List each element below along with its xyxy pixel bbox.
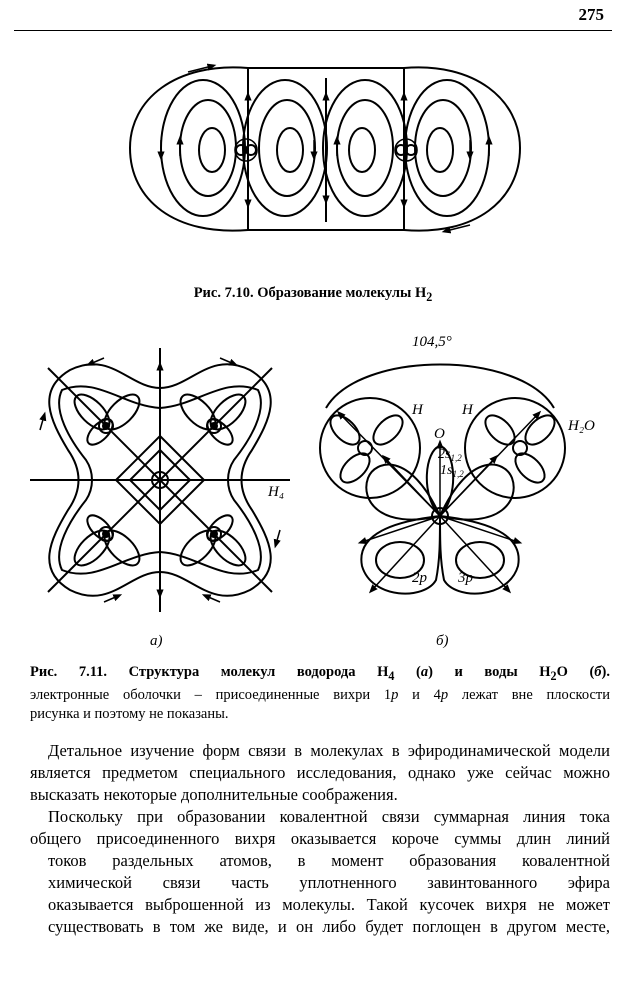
angle-label: 104,5° [412,334,452,350]
label-2s: $2s_{1,2}$ [438,447,462,463]
figure-7-11-caption-note-end: рисунка и поэтому не показаны. [30,705,229,722]
figure-7-11-caption-note: электронные оболочки – присоединенные вихри 1р и 4р лежат вне плоскости [30,686,610,703]
label-h-left: H [412,402,423,418]
figure-7-10-diagram [0,0,626,280]
figure-7-10-caption: Рис. 7.10. Образование молекулы $Н_2$ [193,285,433,304]
label-h-right: H [462,402,473,418]
body-text [30,740,610,938]
label-2p: 2p [412,570,427,586]
figure-7-11-caption-title: Рис. 7.11. Структура молекул водорода $Н_4$ (а) и воды $Н_2О$ (б). [30,664,610,683]
h2o-molecule [320,365,565,594]
label-h4: H₄ [268,484,285,500]
page-number: 275 [578,5,604,24]
label-h2o: H₂O [568,418,595,434]
figure-7-11-caption [30,663,610,724]
paragraph-1: Детальное изучение форм связи в молекулах в эфиродинамической модели является предметом специального исследования, однако уже сейчас можно высказать некоторые дополнительные соображения. [30,741,610,804]
paragraph-2: Поскольку при образовании ковалентной связи суммарная линия тока общего присоединенного вихря оказывается короче суммы длин линий токов раздельных атомов, в момент образования ковалентной химической связи часть уплотненного завинтованного эфира оказывается выброшенной из молекулы. Такой кусочек вихря не может существовать в том же виде, и он либо будет поглощен в другом месте, [30,807,610,936]
label-1s: $1s_{1,2}$ [440,463,464,479]
panel-a-label: а) [150,633,163,649]
figure-7-11-diagram [0,310,626,660]
panel-b-label: б) [436,633,449,649]
label-3p: 3p [458,570,473,586]
h4-molecule [30,348,290,612]
label-o: O [434,426,445,442]
